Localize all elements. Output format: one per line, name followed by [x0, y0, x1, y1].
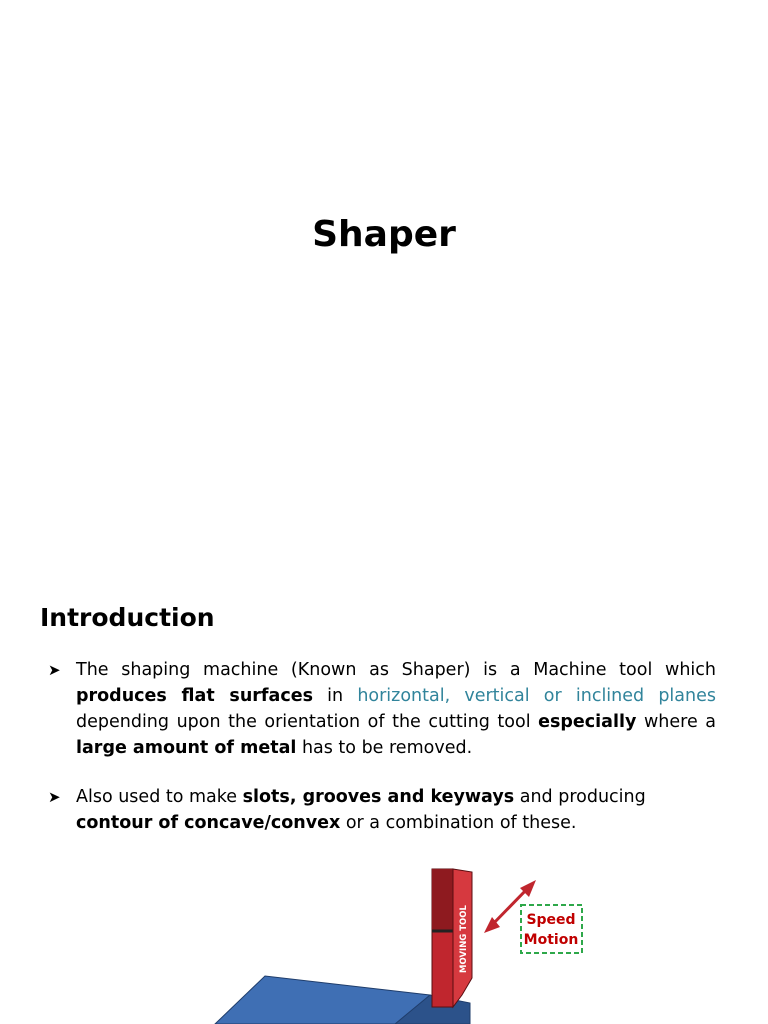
- motion-label: Motion: [523, 932, 579, 948]
- text-run: The shaping machine (Known as Shaper) is a Machine tool which: [76, 660, 716, 680]
- section-heading: Introduction: [40, 603, 215, 632]
- text-run: in: [312, 686, 358, 706]
- highlight-run: horizontal, vertical or inclined planes: [357, 686, 716, 706]
- bullet-text: [76, 657, 716, 761]
- bold-run: slots, grooves and keyways: [242, 787, 515, 807]
- workpiece-top: [215, 976, 430, 1024]
- text-run: or a combination of these.: [340, 813, 577, 833]
- tool-shank: [432, 869, 453, 931]
- text-run: has to be removed.: [296, 738, 473, 758]
- text-run: depending upon the orientation of the cutting tool: [76, 712, 539, 732]
- arrow-bullet-icon: ➤: [48, 661, 61, 679]
- bold-run: produces flat surfaces: [76, 686, 313, 706]
- bullet-item-1: [48, 657, 716, 761]
- bold-run: especially: [538, 712, 637, 732]
- shaper-diagram: [0, 855, 768, 1024]
- text-run: where a: [636, 712, 716, 732]
- arrow-bullet-icon: ➤: [48, 788, 61, 806]
- tool-label: MOVING TOOL: [459, 905, 469, 973]
- text-run: Also used to make: [76, 787, 243, 807]
- bold-run: large amount of metal: [76, 738, 297, 758]
- bold-run: contour of concave/convex: [76, 813, 341, 833]
- speed-label: Speed: [526, 912, 576, 928]
- motion-arrow-line: [490, 886, 530, 927]
- bullet-item-2: [48, 784, 716, 836]
- text-run: and producing: [514, 787, 646, 807]
- bullet-text: [76, 784, 716, 836]
- slide-title: Shaper: [312, 214, 456, 255]
